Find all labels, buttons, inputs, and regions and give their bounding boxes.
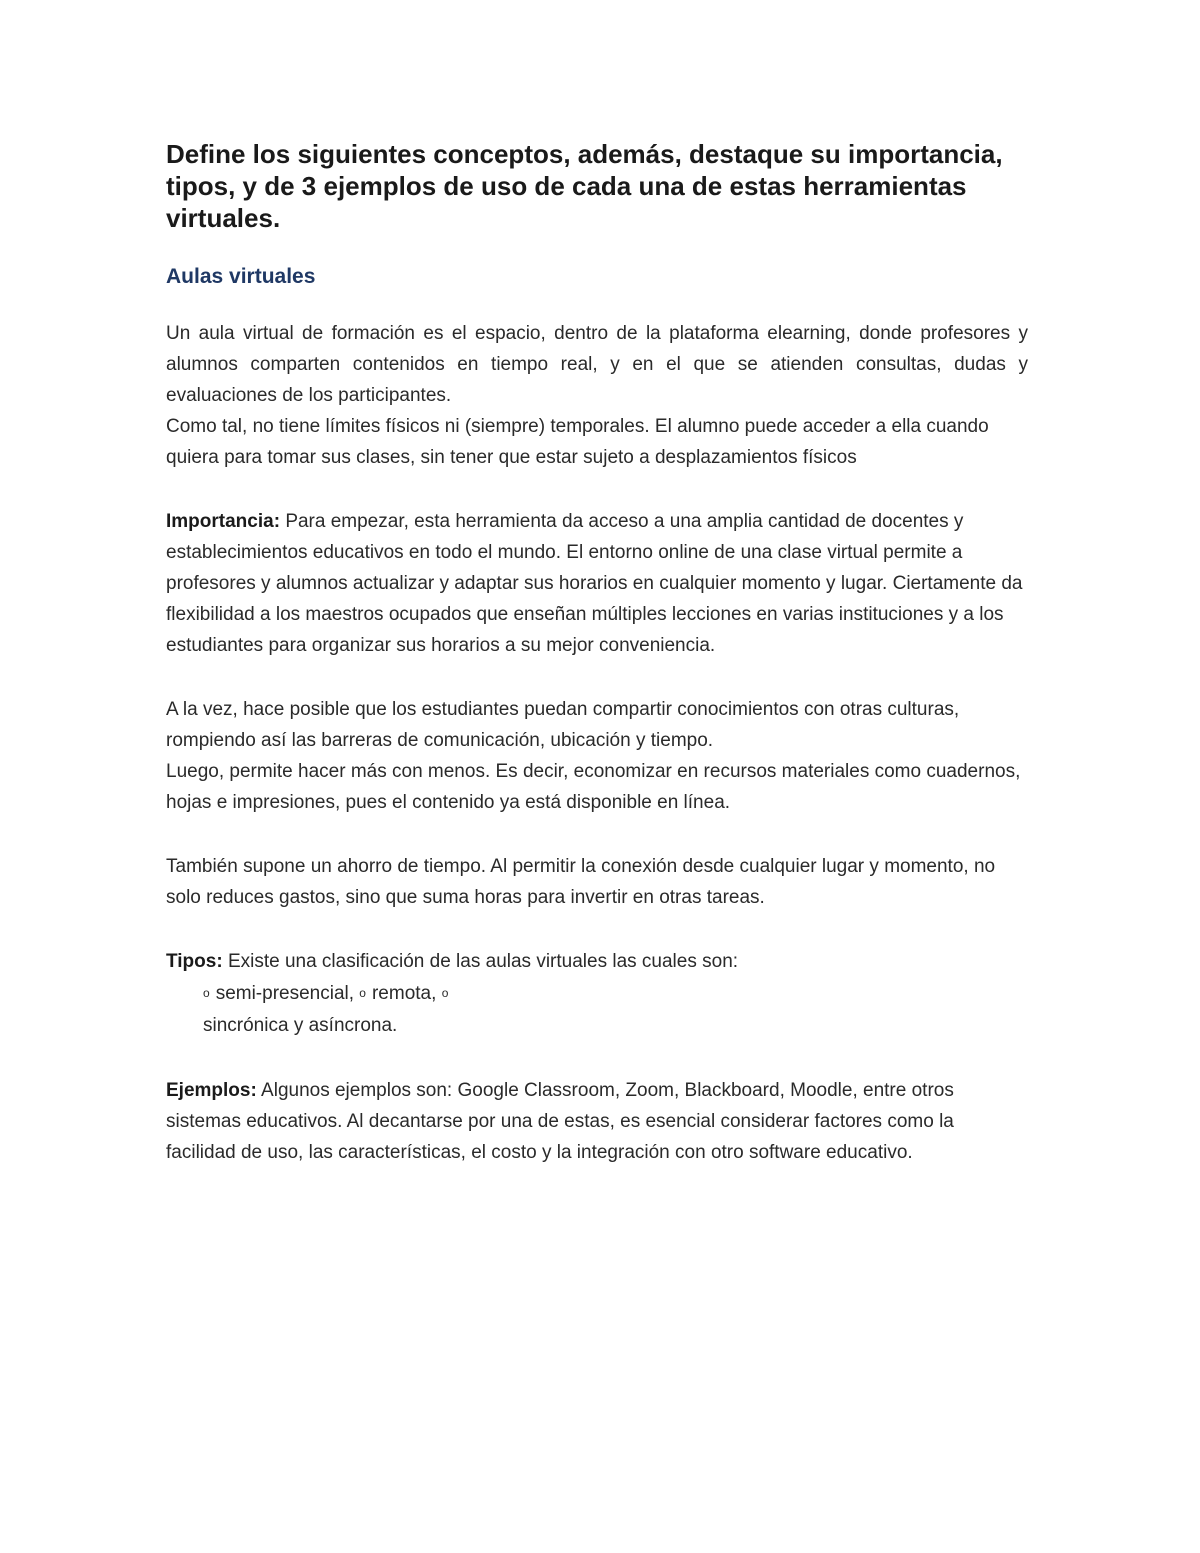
importancia-label: Importancia: xyxy=(166,511,281,532)
list-item: remota, xyxy=(371,983,437,1004)
intro-paragraph-2: Como tal, no tiene límites físicos ni (siempre) temporales. El alumno puede acceder a ella cuando quiera para tomar sus clases, sin tener que estar sujeto a desplazamientos físicos xyxy=(166,416,989,468)
intro-paragraph: Un aula virtual de formación es el espacio, dentro de la plataforma elearning, donde profesores y alumnos comparten contenidos en tiempo real, y en el que se atienden consultas, dudas y evaluaciones de los participantes. xyxy=(166,323,1028,406)
ejemplos-paragraph xyxy=(166,1075,1028,1168)
paragraph-b: Luego, permite hacer más con menos. Es decir, economizar en recursos materiales como cuadernos, hojas e impresiones, pues el contenido ya está disponible en línea. xyxy=(166,761,1021,813)
section-heading: Aulas virtuales xyxy=(166,265,316,288)
bullet-icon: o xyxy=(441,986,449,1000)
tipos-paragraph xyxy=(166,946,1028,977)
page-title: Define los siguientes conceptos, además, destaque su importancia, tipos, y de 3 ejemplos de uso de cada una de estas herramientas virtuales. xyxy=(166,139,1003,233)
importancia-paragraph xyxy=(166,506,1028,661)
list-item: semi-presencial, xyxy=(215,983,355,1004)
ejemplos-text: Algunos ejemplos son: Google Classroom, Zoom, Blackboard, Moodle, entre otros sistemas educativos. Al decantarse por una de estas, es esencial considerar factores como la facilidad de uso, las características, el costo y la integración con otro software educativo. xyxy=(166,1080,954,1163)
paragraph-c: También supone un ahorro de tiempo. Al permitir la conexión desde cualquier lugar y momento, no solo reduces gastos, sino que suma horas para invertir en otras tareas. xyxy=(166,856,996,908)
tipos-label: Tipos: xyxy=(166,951,223,972)
document-page xyxy=(166,138,1028,1168)
bullet-icon: o xyxy=(359,986,366,1000)
importancia-text: Para empezar, esta herramienta da acceso a una amplia cantidad de docentes y establecimientos educativos en todo el mundo. El entorno online de una clase virtual permite a profesores y alumnos actualizar y adaptar sus horarios en cualquier momento y lugar. Ciertamente da flexibilidad a los maestros ocupados que enseñan múltiples lecciones en varias instituciones y a los estudiantes para organizar sus horarios a su mejor conveniencia. xyxy=(166,511,1023,656)
ejemplos-label: Ejemplos: xyxy=(166,1080,257,1101)
tipos-text: Existe una clasificación de las aulas virtuales las cuales son: xyxy=(227,951,739,972)
paragraph-a: A la vez, hace posible que los estudiantes puedan compartir conocimientos con otras culturas, rompiendo así las barreras de comunicación, ubicación y tiempo. xyxy=(166,699,960,751)
list-item: asíncrona. xyxy=(308,1015,398,1036)
bullet-icon: o xyxy=(203,986,210,1000)
list-item: sincrónica y xyxy=(203,1015,304,1036)
tipos-list xyxy=(166,977,463,1042)
